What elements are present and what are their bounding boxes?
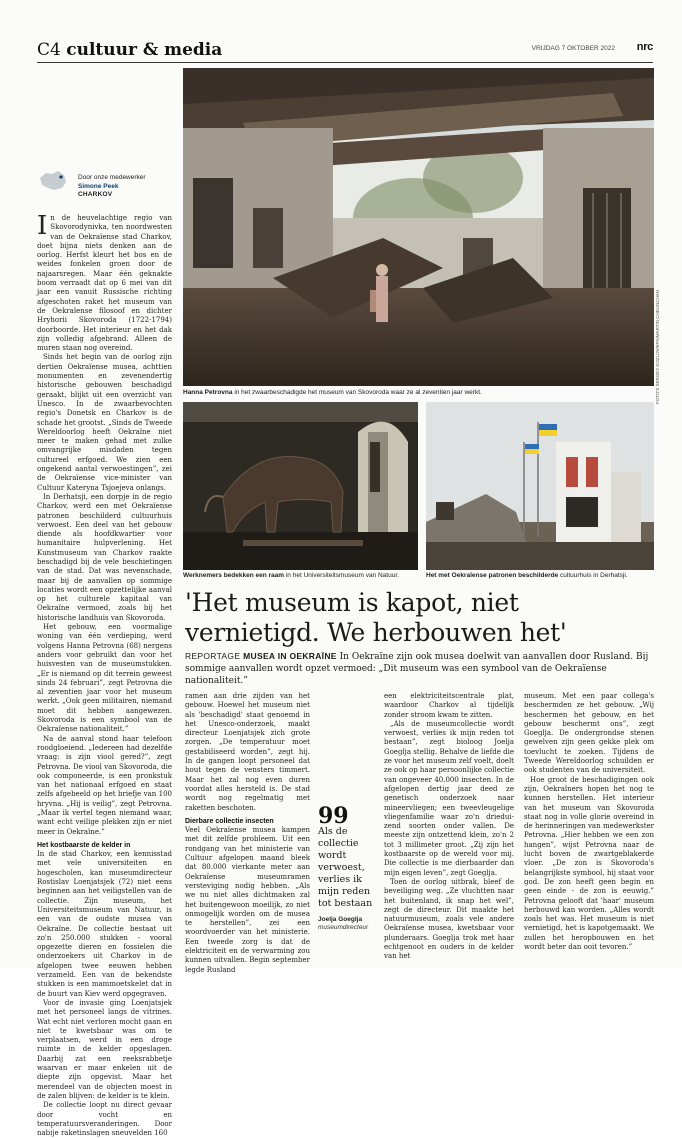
left-caption-lead: Werknemers bedekken een raam [183, 572, 285, 579]
right-caption-text: cultuurhuis in Derhatsji. [560, 572, 628, 579]
subheading: Dierbare collectie insecten [185, 817, 274, 825]
article-paragraph: Veel Oekraïense musea kampen met dit zelfde probleem. Uit een rondgang van het ministerie van Cultuur afgelopen maand bleek dat 80.000 vierkante meter aan Oekraïense museumramen versteviging nodig hebben. „Als we nu niet alles dichtmaken zal het buitengewoon moeilijk, zo niet onmogelijk worden om de musea te herstellen”, zei een woordvoerder van het ministerie. Een tweede zorg is dat de elektriciteit en de verwarming zou kunnen uitvallen. Begin september legde Rusland [185, 826, 310, 974]
ruined-museum-image [183, 68, 654, 386]
right-photo-caption [426, 572, 656, 580]
pull-quote-name: Joelja Goeglja [318, 916, 363, 923]
article-paragraph: museum. Met een paar collega's beschermden ze het gebouw. „Wij beschermen het gebouw, en het gebouw beschermt ons”, zegt Goeglja. De ondergrondse stenen gewelven zijn geen gekke plek om toevlucht te zoeken. Tijdens de Tweede Wereldoorlog schuilden er ook studenten van de universiteit. [524, 692, 654, 775]
page-header [37, 40, 653, 62]
pull-quote-role: museumdirecteur [318, 924, 369, 931]
kicker-topic: MUSEA IN OEKRAÏNE [243, 651, 337, 661]
nrc-logo: nrc [636, 41, 653, 53]
right-caption-lead: Het met Oekraïense patronen beschilderde [426, 572, 559, 579]
article-paragraph: In Derhatsji, een dorpje in de regio Charkov, werd een met Oekraïense patronen beschilderd cultuurhuis verwoest. Een deel van het gebouw diende als hoofdkwartier voor humanitaire hulpverlening. Het Kunstmuseum van Charkov raakte beschadigd bij de vele beschietingen van de stad. Dat was nevenschade, maar bij de aanvallen op sommige locaties wordt een opzettelijke aanval op het culturele kapitaal van Oekraïne vermoed, zoals bij het historische landhuis van Skovoroda. [37, 492, 172, 622]
article-paragraph: Het gebouw, een voormalige woning van één verdieping, werd volgens Hanna Petrovna (68) nergens anders voor gebruikt dan voor het huisvesten van de museumstukken. „Er is niemand op dit terrein geweest sinds 24 februari”, zegt Petrovna die al zeventien jaar voor het museum werkt. „Ook geen militairen, niemand moet dit hebben aangewezen. Skovoroda is een symbool van de Oekraïense nationaliteit.” [37, 623, 172, 734]
article-paragraph: een elektriciteitscentrale plat, waardoor Charkov al tijdelijk zonder stroom kwam te zitten. [384, 692, 514, 719]
byline-author: Simone Peek [78, 182, 119, 190]
article-paragraph: In de stad Charkov, een kennisstad met vele universiteiten en hogescholen, kan museumdirecteur Rostislav Loenjatsjek (72) niet eens beginnen aan het veiligstellen van de collectie. Zijn museum, het Universiteitsmuseum van Natuur, is een van de oudste musea van Oekraïne. De collectie bestaat uit zo'n 250.000 stukken - vooral opgezette dieren en fossielen die onderzoekers uit Charkov in de afgelopen twee eeuwen hebben verzameld. Een van de bekendste stukken is een mammoetskelet dat in de buurt van Kiev werd opgegraven. [37, 850, 172, 998]
header-rule [37, 62, 653, 63]
article-column-4 [524, 692, 654, 952]
pull-quote-text: Als de collectie wordt verwoest, verlies ik mijn reden tot bestaan [318, 826, 373, 909]
section-title [37, 40, 222, 60]
main-photo-caption [183, 389, 653, 397]
quote-mark-icon: 99 [318, 803, 349, 829]
byline [78, 174, 178, 200]
left-caption-text: in het Universiteitsmuseum van Natuur. [285, 572, 399, 579]
main-caption-name: Hanna Petrovna [183, 389, 233, 396]
article-paragraph: Sinds het begin van de oorlog zijn dertien Oekraïense musea, achttien monumenten en zevenendertig historische gebouwen beschadigd geraakt, blijkt uit een overzicht van Unesco. In de zwaarbevochten regio's Donetsk en Charkov is de schade het grootst. „Sinds de Tweede Wereldoorlog heeft Oekraïne niet meer te maken gehad met zulke omvangrijke misdaden tegen cultureel erfgoed. We zien een ongekend aantal verwoestingen”, zei de Oekraïense vice-minister van Cultuur Kateryna Tsjoejeva onlangs. [37, 353, 172, 492]
destroyed-culture-house-image [426, 402, 654, 570]
kicker-text: In Oekraïne zijn ook musea doelwit van aanvallen door Rusland. Bij sommige aanvallen wordt opzet vermoed: „Dit museum was een symbool van de Oekraïense nationaliteit.” [185, 652, 649, 686]
left-photo-caption [183, 572, 423, 580]
section-name: cultuur & media [66, 40, 223, 60]
photo-credit: FOTO'S SERGEY KOZLOV/EPA/MARTIN CHEUNCHAN [655, 290, 660, 405]
issue-date: VRIJDAG 7 OKTOBER 2022 [531, 45, 615, 52]
byline-place: CHARKOV [78, 191, 113, 198]
article-paragraph: Voor de invasie ging Loenjatsjek met het personeel langs de vitrines. Wat echt niet verloren mocht gaan en niet te kwetsbaar was om te verplaatsen, werd in een droge ruimte in de kelder opgeslagen. Daarbij zat een reeksrabbetje waarvan er maar enkelen uit de diepte zijn opgevist. Maar het merendeel van de objecten moest in de zalen blijven: de kelder is te klein. [37, 998, 172, 1100]
article-paragraph [37, 211, 172, 353]
article-paragraph: Toen de oorlog uitbrak, bleef de beveiliging weg. „Ze vluchtten naar het buitenland, ik snap het wel”, zegt de directeur. Dit maakte het natuurmuseum, zoals vele andere Oekraïense musea, kwetsbaar voor plunderaars. Goeglja trok met haar echtgenoot en ouders in de kelder van het [384, 877, 514, 961]
mammoth-skeleton-image [183, 402, 418, 570]
article-paragraph: Hoe groot de beschadigingen ook zijn, Oekraïners hopen het nog te kunnen herstellen. Het interieur van het museum van Skovoroda staat nog in volle glorie overeind in de herinneringen van medewerkster Petrovna. „Hier hebben we een zon hangen”, wijst Petrovna naar de lucht boven de zwartgeblakerde vloer. „De zon is Skovoroda's belangrijkste symbool, hij staat voor god. De zon heeft geen begin en geen einde - de zon is eeuwig.” Petrovna gelooft dat 'haar' museum herbouwd kan worden. „Alles wordt zoals het was. Het museum is niet vernietigd, het is kapotgemaakt. We zullen het heropbouwen en het wordt beter dan ooit tevoren.” [524, 775, 654, 952]
article-paragraph: Na de aanval stond haar telefoon roodgloeiend. „Iedereen had dezelfde vraag: is zijn viool gered?”, zegt Petrovna. De viool van Skovoroda, die ook componeerde, is een pronkstuk van het nationaal erfgoed en staat zelfs afgebeeld op het briefje van 100 hryvna. „Hij is veilig”, zegt Petrovna. „Maar ik vertel tegen niemand waar, want echt veilige plekken zijn er niet meer in Oekraïne.” [37, 734, 172, 836]
drop-cap: I [37, 211, 48, 241]
main-photo [183, 68, 654, 386]
page-number: C4 [37, 40, 61, 60]
subheading: Het kostbaarste de kelder in [37, 841, 131, 849]
article-paragraph: ramen aan drie zijden van het gebouw. Hoewel het museum niet als 'beschadigd' staat genoemd in het Unesco-onderzoek, maakt directeur Loenjatsjek zich grote zorgen. „De temperatuur moet gestabiliseerd worden”, zegt hij. In de gangen loopt personeel dat hout tegen de vensters timmert. Maar het zal nog even duren voordat alles hersteld is. De stad wordt nog regelmatig met raketten beschoten. [185, 692, 310, 812]
article-column-2 [185, 692, 310, 974]
article-kicker [185, 650, 655, 687]
culture-house-photo [426, 402, 654, 570]
article-headline: 'Het museum is kapot, niet vernietigd. We herbouwen het' [185, 588, 567, 647]
article-paragraph: De collectie loopt nu direct gevaar door vocht en temperatuursveranderingen. Door nabije raketinslagen sneuvelden 160 [37, 1101, 172, 1138]
ukraine-map-icon [38, 168, 68, 194]
main-caption-text: in het zwaarbeschadigde het museum van Skovoroda waar ze al zeventien jaar werkt. [234, 389, 482, 396]
article-column-1 [37, 211, 172, 1138]
paragraph-text: n de heuvelachtige regio van Skovorodynivka, ten noordwesten van de Oekraïense stad Charkov, doet bijna niets denken aan de oorlog. Herfst kleurt het bos en de weides fonkelen groen door de najaarsregen. Maar één geknakte boom verraadt dat op 6 mei van dit jaar een vanuit Russische richting afgeschoten raket het museum van de Oekraïense filosoof en dichter Hryhorii Skovoroda (1722-1794) doorboorde. Het interieur en het dak zijn volledig afgebrand. Alleen de muren staan nog overeind. [37, 214, 172, 353]
museum-interior-photo [183, 402, 418, 570]
article-paragraph: „Als de museumcollectie wordt verwoest, verlies ik mijn reden tot bestaan”, zegt bioloog Joelja Goeglja stellig. Behalve de liefde die ze voor het museum zelf voelt, doelt ze ook op haar persoonlijke collectie van ongeveer 40.000 insecten. In de afgelopen dertig jaar deed ze genetisch onderzoek naar mineervliegen; een tweevleugelige vliegenfamilie waar zo'n drieduizend soorten onder vallen. De meeste zijn ontzettend klein, zo'n 2 tot 3 millimeter groot. „Zij zijn het kostbaarste op de wereld voor mij. Die collectie is me dierbaarder dan mijn eigen leven”, zegt Goeglja. [384, 719, 514, 877]
kicker-label: REPORTAGE [185, 651, 241, 661]
article-column-3 [384, 692, 514, 961]
pull-quote [318, 803, 376, 932]
byline-intro: Door onze medewerker [78, 174, 146, 181]
